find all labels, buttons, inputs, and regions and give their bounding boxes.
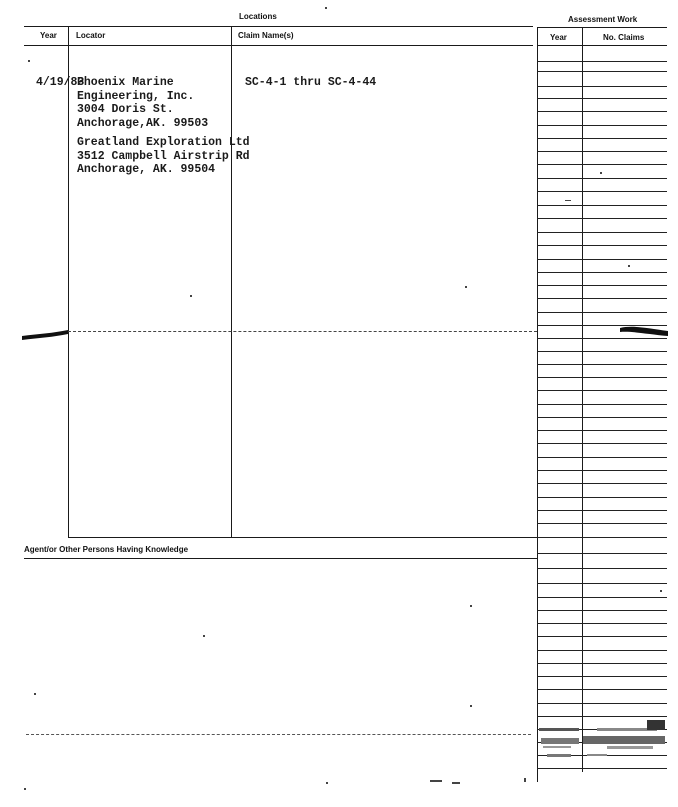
scan-speck	[628, 265, 630, 267]
scan-speck	[203, 635, 205, 637]
scan-speck	[325, 7, 327, 9]
scan-speck	[465, 286, 467, 288]
locator-block-1	[77, 76, 208, 130]
scan-speck	[565, 200, 571, 201]
locator-1-line-1: Phoenix Marine	[77, 76, 174, 89]
scan-speck	[470, 705, 472, 707]
locator-1-line-4: Anchorage,AK. 99503	[77, 116, 209, 130]
header-bottom-rule	[24, 45, 533, 46]
col-year-header: Year	[40, 31, 57, 40]
scan-speck	[524, 778, 526, 782]
col-claim-names-header: Claim Name(s)	[238, 31, 294, 40]
scan-speck	[430, 780, 442, 782]
locator-1-line-2: Engineering, Inc.	[77, 89, 195, 103]
agent-section-label: Agent/or Other Persons Having Knowledge	[24, 545, 189, 554]
assessment-work-title: Assessment Work	[568, 15, 638, 24]
locations-title: Locations	[239, 12, 277, 21]
claim-names-entry: SC-4-1 thru SC-4-44	[245, 76, 377, 89]
scan-speck	[28, 60, 30, 62]
col-locator-header: Locator	[76, 31, 106, 40]
fold-dashed-line	[68, 331, 537, 332]
entry-date: 4/19/83	[36, 76, 85, 89]
scan-speck	[470, 605, 472, 607]
locator-1-line-3: 3004 Doris St.	[77, 103, 174, 116]
locations-bottom-rule	[68, 537, 537, 538]
locator-2-line-2: 3512 Campbell Airstrip Rd	[77, 149, 250, 163]
right-fold-mark	[618, 318, 670, 340]
locator-block-2	[77, 136, 250, 177]
assessment-top-rule	[537, 27, 667, 28]
scan-speck	[24, 788, 26, 790]
scan-smudge	[537, 716, 668, 776]
header-top-rule	[24, 26, 533, 27]
year-column-divider	[68, 26, 69, 537]
locator-2-line-3: Anchorage, AK. 99504	[77, 163, 216, 176]
locator-column-divider	[231, 26, 232, 537]
scan-speck	[326, 782, 328, 784]
locator-2-line-1: Greatland Exploration Ltd	[77, 136, 250, 149]
scan-speck	[660, 590, 662, 592]
scan-speck	[34, 693, 36, 695]
agent-section-rule	[24, 558, 537, 559]
scan-speck	[452, 782, 460, 784]
scan-speck	[190, 295, 192, 297]
left-fold-mark	[20, 322, 72, 342]
col-no-claims-header: No. Claims	[603, 33, 645, 42]
col-assess-year-header: Year	[550, 33, 567, 42]
assessment-header-bottom-rule	[537, 45, 667, 46]
lower-dashed-line	[26, 734, 531, 735]
scan-speck	[600, 172, 602, 174]
